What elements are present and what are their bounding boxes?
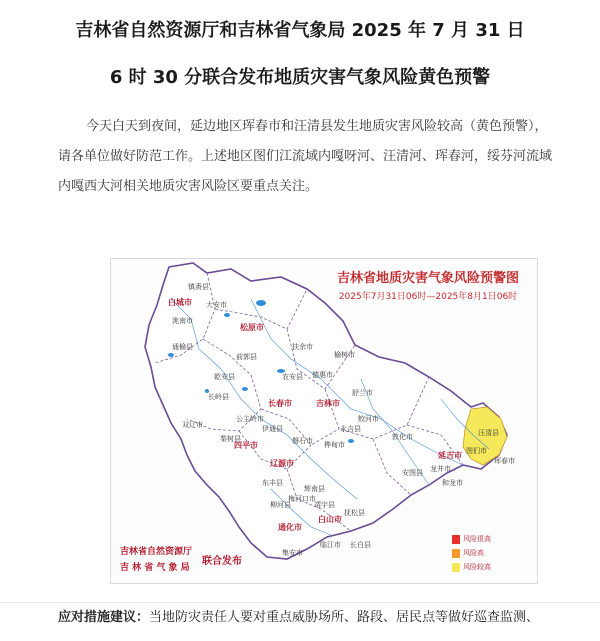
city-label: 长春市 [268, 399, 292, 408]
county-label: 辉南县 [304, 485, 325, 493]
county-label: 德惠市 [312, 371, 333, 379]
county-label: 乾安县 [214, 373, 235, 381]
legend-item: 风险较高 [452, 562, 491, 572]
legend-item: 风险很高 [452, 534, 491, 544]
city-label: 松原市 [240, 323, 264, 332]
advice-label: 应对措施建议： [58, 610, 150, 625]
county-label: 长岭县 [208, 393, 229, 401]
city-label: 通化市 [278, 523, 302, 532]
map-title: 吉林省地质灾害气象风险预警图 [336, 271, 519, 286]
map-subtitle: 2025年7月31日06时—2025年8月1日06时 [338, 292, 518, 302]
county-label: 敦化市 [392, 433, 413, 441]
headline-line-2: 6 时 30 分联合发布地质灾害气象风险黄色预警 [109, 67, 491, 88]
county-label: 公主岭市 [236, 415, 264, 423]
legend-item: 风险高 [452, 548, 484, 558]
county-label: 永吉县 [340, 425, 361, 433]
county-label: 长白县 [350, 541, 371, 549]
county-label: 洮南市 [172, 317, 193, 325]
county-label: 桦甸市 [324, 441, 345, 449]
county-label: 抚松县 [344, 509, 365, 517]
county-label: 靖宇县 [314, 501, 335, 509]
county-label: 柳河县 [270, 501, 291, 509]
county-label: 蛟河市 [358, 415, 379, 423]
city-label: 四平市 [234, 441, 258, 450]
city-label: 延吉市 [438, 451, 462, 460]
county-label: 农安县 [282, 373, 303, 381]
advice-text: 当地防灾责任人要对重点威胁场所、路段、居民点等做好巡查监测、 [149, 610, 540, 625]
county-label: 梨树县 [220, 435, 241, 443]
county-label: 东丰县 [262, 479, 283, 487]
county-label: 榆树市 [334, 351, 355, 359]
county-label: 图们市 [466, 447, 487, 455]
issuer-1: 吉林省自然资源厅 [120, 547, 193, 557]
city-label: 辽源市 [270, 459, 294, 468]
joint-release-label: 联合发布 [202, 556, 242, 567]
county-label: 和龙市 [442, 479, 463, 487]
city-label: 吉林市 [316, 399, 340, 408]
county-label: 汪清县 [478, 429, 499, 437]
county-label: 大安市 [206, 301, 227, 309]
county-label: 伊通县 [262, 425, 283, 433]
body-paragraph: 今天白天到夜间，延边地区珲春市和汪清县发生地质灾害风险较高（黄色预警），请各单位做好防范工作。上述地区图们江流域内嘎呀河、汪清河、珲春河，绥芬河流域内嘎西大河相关地质灾害风险区要重点关注。 [58, 119, 553, 194]
legend-swatch [452, 563, 460, 572]
county-label: 临江市 [320, 541, 341, 549]
county-label: 双辽市 [182, 421, 203, 429]
city-label: 白山市 [318, 515, 342, 524]
county-label: 镇赉县 [188, 283, 209, 291]
county-label: 前郭县 [236, 353, 257, 361]
legend-swatch [452, 549, 460, 558]
county-label: 磐石市 [292, 437, 313, 445]
footer-advice [58, 606, 539, 625]
county-label: 安图县 [402, 469, 423, 477]
county-label: 通榆县 [172, 343, 193, 351]
county-label: 扶余市 [292, 343, 313, 351]
county-label: 集安市 [282, 549, 303, 557]
city-label: 白城市 [168, 298, 192, 307]
headline-line-1: 吉林省自然资源厅和吉林省气象局 2025 年 7 月 31 日 [75, 20, 525, 41]
county-label: 舒兰市 [352, 389, 373, 397]
county-label: 梅河口市 [288, 495, 316, 503]
issuer-2: 吉 林 省 气 象 局 [120, 563, 190, 573]
legend-swatch [452, 535, 460, 544]
county-label: 龙井市 [430, 465, 451, 473]
county-label: 珲春市 [494, 457, 515, 465]
